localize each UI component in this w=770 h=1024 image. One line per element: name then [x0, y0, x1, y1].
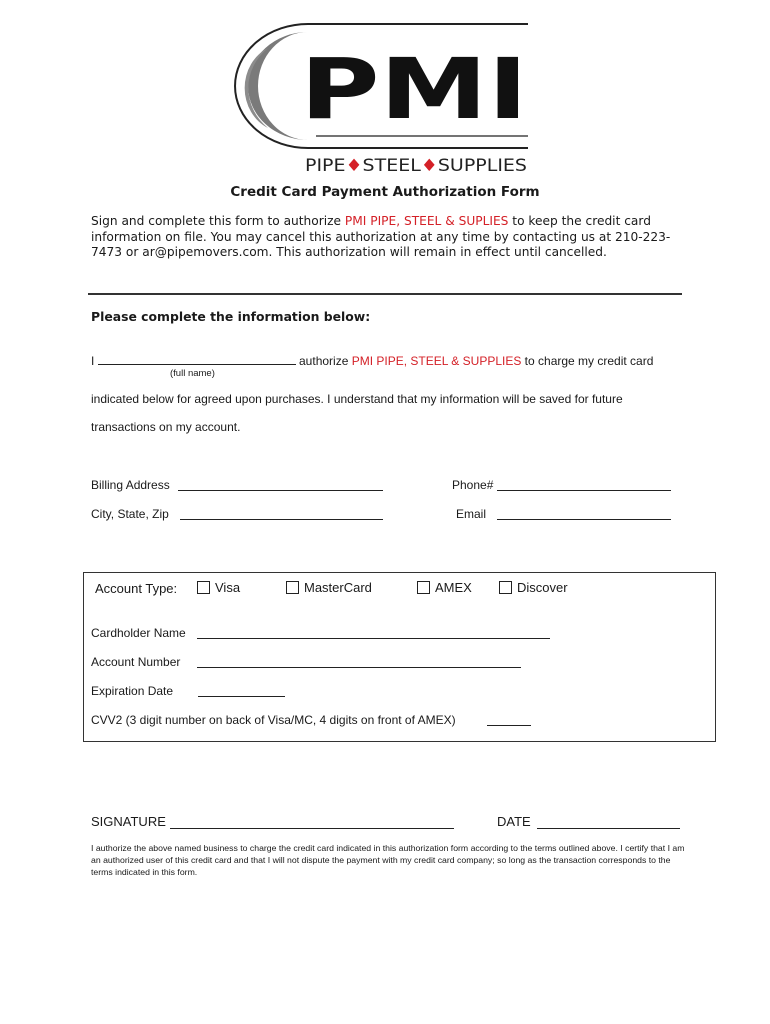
signature-field[interactable] [170, 828, 454, 829]
section-heading: Please complete the information below: [91, 309, 371, 324]
logo-letters: PMI [300, 40, 528, 138]
account-number-label: Account Number [91, 655, 181, 669]
cardholder-name-label: Cardholder Name [91, 626, 186, 640]
diamond-separator-icon: ♦ [345, 156, 361, 176]
auth-middle: authorize [295, 354, 352, 368]
amex-option[interactable] [417, 580, 472, 595]
intro-text-end: to keep the credit card information on file. You may cancel this authorization at any time by contacting us at 210-223-7473 or ar@pipemovers.com. This authorization will remain in effect until cancelled. [91, 214, 671, 260]
phone-field[interactable] [497, 490, 671, 491]
company-logo [228, 18, 538, 176]
signature-label: SIGNATURE [91, 814, 166, 829]
authorization-line-3: transactions on my account. [91, 420, 241, 434]
logo-tagline: PIPE ♦ STEEL ♦ SUPPLIES [305, 156, 518, 176]
discover-label: Discover [517, 580, 568, 595]
intro-company-name: PMI PIPE, STEEL & SUPLIES [344, 214, 509, 228]
full-name-caption: (full name) [170, 368, 215, 379]
intro-paragraph [91, 214, 691, 261]
diamond-separator-icon: ♦ [420, 156, 437, 176]
billing-address-field[interactable] [178, 490, 383, 491]
email-label: Email [456, 507, 487, 521]
intro-text-start: Sign and complete this form to authorize [91, 214, 345, 228]
date-field[interactable] [537, 828, 680, 829]
cvv2-field[interactable] [487, 725, 531, 726]
discover-option[interactable] [499, 580, 568, 595]
cardholder-name-field[interactable] [197, 638, 550, 639]
expiration-date-field[interactable] [198, 696, 285, 697]
authorization-line-2: indicated below for agreed upon purchases. I understand that my information will be saved for future [91, 392, 623, 406]
form-title: Credit Card Payment Authorization Form [230, 184, 540, 200]
auth-company-name: PMI PIPE, STEEL & SUPPLIES [351, 354, 522, 368]
mastercard-label: MasterCard [304, 580, 372, 595]
date-label: DATE [497, 814, 531, 829]
account-type-label: Account Type: [95, 581, 178, 596]
mastercard-option[interactable] [286, 580, 372, 595]
billing-address-label: Billing Address [91, 478, 170, 492]
phone-label: Phone# [452, 478, 494, 492]
expiration-date-label: Expiration Date [91, 684, 174, 698]
mastercard-checkbox[interactable] [286, 581, 299, 594]
section-divider [88, 293, 682, 295]
amex-label: AMEX [435, 580, 472, 595]
account-number-field[interactable] [197, 667, 521, 668]
authorization-disclaimer: I authorize the above named business to charge the credit card indicated in this authorization form according to the terms outlined above. I certify that I am an authorized user of this credit card and that I will not dispute the payment with my credit card company; so long as the transaction corresponds to the terms indicated in this form. [91, 843, 685, 877]
amex-checkbox[interactable] [417, 581, 430, 594]
pmi-logo-graphic [228, 18, 538, 176]
discover-checkbox[interactable] [499, 581, 512, 594]
visa-checkbox[interactable] [197, 581, 210, 594]
full-name-field[interactable] [98, 354, 296, 365]
cvv2-label: CVV2 (3 digit number on back of Visa/MC, 4 digits on front of AMEX) [91, 713, 456, 727]
auth-suffix: to charge my credit card [521, 354, 654, 368]
city-state-zip-label: City, State, Zip [91, 507, 169, 521]
email-field[interactable] [497, 519, 671, 520]
visa-option[interactable] [197, 580, 240, 595]
city-state-zip-field[interactable] [180, 519, 383, 520]
visa-label: Visa [215, 580, 241, 595]
auth-prefix: I [91, 354, 98, 368]
authorization-line [91, 354, 653, 368]
